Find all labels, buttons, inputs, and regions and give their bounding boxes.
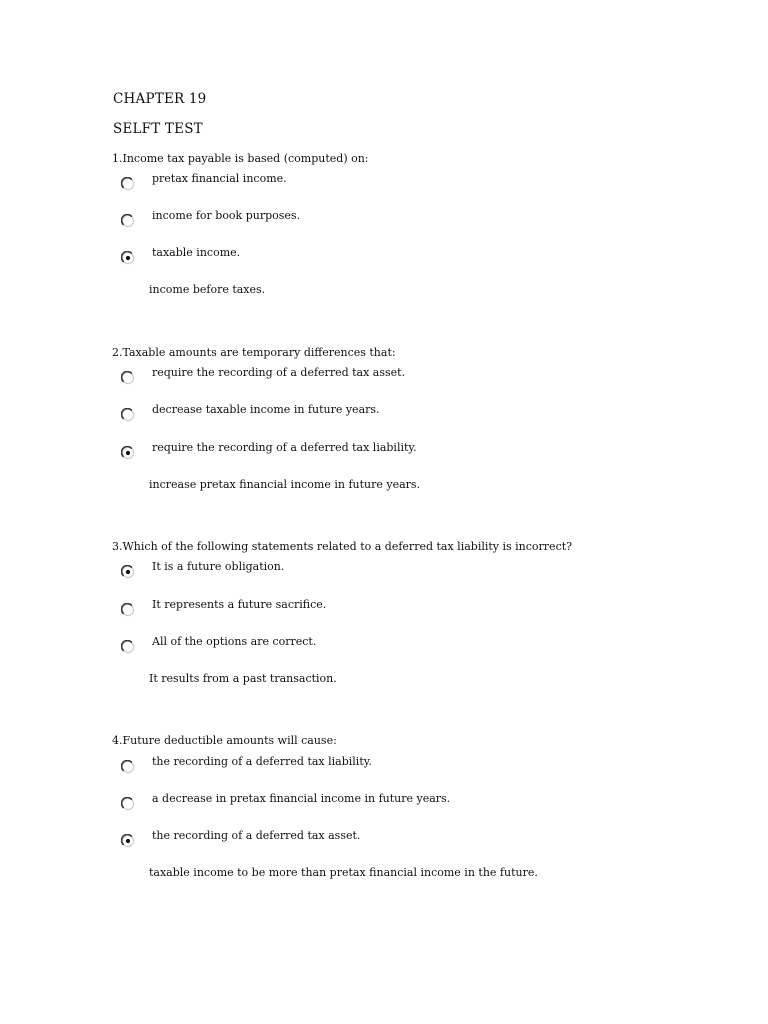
question-2 <box>112 346 732 491</box>
option-text-plain: It results from a past transaction. <box>149 672 337 685</box>
option-label: the recording of a deferred tax asset. <box>152 829 361 842</box>
question-4 <box>112 734 732 879</box>
option-text-plain: taxable income to be more than pretax financial income in the future. <box>149 866 538 879</box>
self-test-heading: SELFT TEST <box>113 121 203 137</box>
option-label: a decrease in pretax financial income in future years. <box>152 792 451 805</box>
question-text: 1.Income tax payable is based (computed) on: <box>112 152 369 165</box>
option-row[interactable] <box>112 441 712 461</box>
option-label: require the recording of a deferred tax liability. <box>152 441 417 454</box>
radio-selected-dot <box>126 570 130 574</box>
radio-button-unselected-icon[interactable] <box>121 371 135 385</box>
radio-button-selected-icon[interactable] <box>121 251 135 265</box>
option-label: All of the options are correct. <box>152 635 317 648</box>
question-1 <box>112 152 732 296</box>
option-row[interactable] <box>112 560 712 580</box>
option-row[interactable] <box>112 246 712 266</box>
option-row[interactable] <box>112 829 712 849</box>
radio-button-unselected-icon[interactable] <box>121 408 135 422</box>
question-3 <box>112 540 732 685</box>
question-text: 2.Taxable amounts are temporary differences that: <box>112 346 396 359</box>
option-row[interactable] <box>112 366 712 386</box>
option-label: It is a future obligation. <box>152 560 285 573</box>
option-label: the recording of a deferred tax liability. <box>152 755 372 768</box>
option-label: It represents a future sacrifice. <box>152 598 327 611</box>
option-text-plain: increase pretax financial income in future years. <box>149 478 421 491</box>
option-text-plain: income before taxes. <box>149 283 266 296</box>
radio-button-unselected-icon[interactable] <box>121 797 135 811</box>
radio-selected-dot <box>126 839 130 843</box>
radio-selected-dot <box>126 256 130 260</box>
option-row[interactable] <box>112 635 712 655</box>
radio-selected-dot <box>126 451 130 455</box>
option-row[interactable] <box>112 792 712 812</box>
option-row[interactable] <box>112 172 712 192</box>
radio-button-unselected-icon[interactable] <box>121 760 135 774</box>
chapter-heading: CHAPTER 19 <box>113 91 207 107</box>
radio-button-unselected-icon[interactable] <box>121 640 135 654</box>
radio-button-unselected-icon[interactable] <box>121 603 135 617</box>
question-text: 3.Which of the following statements related to a deferred tax liability is incorrect? <box>112 540 573 553</box>
question-text: 4.Future deductible amounts will cause: <box>112 734 337 747</box>
radio-button-selected-icon[interactable] <box>121 565 135 579</box>
option-row[interactable] <box>112 209 712 229</box>
option-label: pretax financial income. <box>152 172 287 185</box>
option-row[interactable] <box>112 755 712 775</box>
option-row[interactable] <box>112 403 712 423</box>
option-label: taxable income. <box>152 246 241 259</box>
option-label: income for book purposes. <box>152 209 301 222</box>
radio-button-unselected-icon[interactable] <box>121 214 135 228</box>
option-label: require the recording of a deferred tax asset. <box>152 366 406 379</box>
radio-button-unselected-icon[interactable] <box>121 177 135 191</box>
radio-button-selected-icon[interactable] <box>121 446 135 460</box>
option-row[interactable] <box>112 598 712 618</box>
radio-button-selected-icon[interactable] <box>121 834 135 848</box>
option-label: decrease taxable income in future years. <box>152 403 380 416</box>
